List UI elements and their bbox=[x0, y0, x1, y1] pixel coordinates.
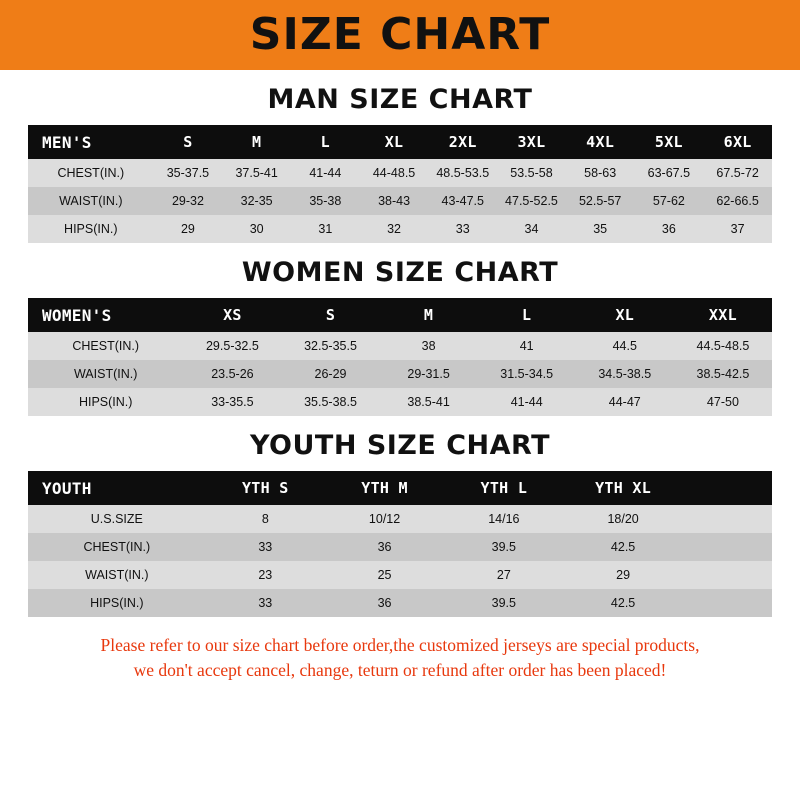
table-cell: 41-44 bbox=[510, 395, 543, 409]
table-cell: 41 bbox=[519, 339, 534, 353]
header-cell: YTH L bbox=[480, 479, 528, 497]
table-cell: 36 bbox=[377, 596, 392, 610]
header-cell: 2XL bbox=[448, 133, 477, 151]
table-row bbox=[28, 561, 772, 589]
header-cell: YTH M bbox=[361, 479, 408, 497]
table-row bbox=[28, 187, 772, 215]
table-cell: 23.5-26 bbox=[211, 367, 254, 381]
table-cell: 18/20 bbox=[607, 512, 639, 526]
row-label: HIPS(IN.) bbox=[64, 222, 118, 236]
table-man bbox=[28, 125, 772, 243]
header-cell: 3XL bbox=[517, 133, 546, 151]
table-cell: 57-62 bbox=[652, 194, 685, 208]
table-row bbox=[28, 215, 772, 243]
header-cell: XL bbox=[615, 306, 635, 324]
table-cell: 25 bbox=[377, 568, 392, 582]
table-cell: 44.5 bbox=[612, 339, 637, 353]
banner bbox=[0, 0, 800, 70]
table-cell: 29-32 bbox=[171, 194, 204, 208]
table-cell: 36 bbox=[377, 540, 392, 554]
table-cell: 34 bbox=[524, 222, 539, 236]
table-cell: 37.5-41 bbox=[235, 166, 278, 180]
content bbox=[0, 84, 800, 684]
table-row bbox=[28, 360, 772, 388]
table-cell: 35.5-38.5 bbox=[304, 395, 357, 409]
table-row bbox=[28, 332, 772, 360]
header-cell-spacer bbox=[683, 471, 772, 505]
row-label: HIPS(IN.) bbox=[78, 395, 133, 409]
section-title-women: WOMEN SIZE CHART bbox=[241, 257, 559, 288]
header-cell: 4XL bbox=[586, 133, 615, 151]
header-cell: YTH S bbox=[241, 479, 289, 497]
table-row bbox=[28, 589, 772, 617]
header-cell: 5XL bbox=[654, 133, 683, 151]
table-cell-spacer bbox=[683, 505, 772, 533]
table-cell: 52.5-57 bbox=[578, 194, 622, 208]
table-women bbox=[28, 298, 772, 416]
table-row bbox=[28, 505, 772, 533]
header-cell: M bbox=[251, 133, 262, 151]
row-label: U.S.SIZE bbox=[90, 512, 143, 526]
table-row bbox=[28, 533, 772, 561]
header-cell: XL bbox=[384, 133, 404, 151]
table-cell: 35-38 bbox=[309, 194, 342, 208]
table-cell: 29-31.5 bbox=[407, 367, 450, 381]
table-cell: 33 bbox=[258, 596, 273, 610]
table-cell: 48.5-53.5 bbox=[436, 166, 490, 180]
table-cell: 53.5-58 bbox=[510, 166, 553, 180]
table-cell: 29.5-32.5 bbox=[205, 339, 259, 353]
table-cell: 32-35 bbox=[240, 194, 273, 208]
header-cell: YTH XL bbox=[595, 479, 652, 497]
table-cell: 23 bbox=[258, 568, 273, 582]
footer-line-2: we don't accept cancel, change, teturn or refund after order has been placed! bbox=[133, 660, 667, 681]
header-cell: WOMEN'S bbox=[42, 305, 112, 325]
table-cell: 32 bbox=[387, 222, 401, 236]
table-cell: 44.5-48.5 bbox=[696, 339, 750, 353]
header-cell: M bbox=[423, 306, 434, 324]
table-cell: 33 bbox=[455, 222, 470, 236]
table-cell: 35-37.5 bbox=[166, 166, 210, 180]
header-cell: 6XL bbox=[723, 133, 752, 151]
table-cell-spacer bbox=[683, 533, 772, 561]
table-cell: 33-35.5 bbox=[211, 395, 254, 409]
table-cell: 27 bbox=[496, 568, 511, 582]
table-cell: 42.5 bbox=[610, 540, 636, 554]
table-cell: 42.5 bbox=[610, 596, 636, 610]
page-title: SIZE CHART bbox=[249, 9, 551, 60]
table-cell: 38 bbox=[421, 339, 436, 353]
header-cell: XS bbox=[223, 306, 242, 324]
table-row bbox=[28, 388, 772, 416]
table-cell: 47-50 bbox=[706, 395, 739, 409]
footer-note bbox=[28, 633, 772, 684]
header-cell: YOUTH bbox=[42, 478, 92, 498]
table-cell: 43-47.5 bbox=[441, 194, 484, 208]
table-cell: 39.5 bbox=[491, 596, 516, 610]
section-title-youth: YOUTH SIZE CHART bbox=[249, 430, 551, 461]
table-cell: 31.5-34.5 bbox=[500, 367, 554, 381]
section-women bbox=[28, 257, 772, 416]
table-row bbox=[28, 159, 772, 187]
table-cell: 14/16 bbox=[488, 512, 520, 526]
header-cell: MEN'S bbox=[42, 132, 92, 152]
header-cell: L bbox=[320, 133, 331, 151]
table-cell: 38.5-41 bbox=[407, 395, 450, 409]
table-header-row bbox=[28, 125, 772, 159]
table-cell: 41-44 bbox=[309, 166, 342, 180]
header-cell: S bbox=[325, 306, 336, 324]
table-cell: 58-63 bbox=[584, 166, 617, 180]
header-cell: S bbox=[183, 133, 193, 151]
section-youth bbox=[28, 430, 772, 617]
table-cell: 8 bbox=[261, 512, 269, 526]
row-label: HIPS(IN.) bbox=[90, 596, 144, 610]
row-label: CHEST(IN.) bbox=[57, 166, 125, 180]
table-cell: 38-43 bbox=[378, 194, 411, 208]
table-header-row bbox=[28, 471, 772, 505]
row-label: WAIST(IN.) bbox=[73, 367, 138, 381]
section-man bbox=[28, 84, 772, 243]
table-cell: 31 bbox=[318, 222, 333, 236]
header-cell: XXL bbox=[708, 306, 737, 324]
table-cell: 32.5-35.5 bbox=[304, 339, 357, 353]
table-cell-spacer bbox=[683, 589, 772, 617]
table-cell-spacer bbox=[683, 561, 772, 589]
table-header-row bbox=[28, 298, 772, 332]
row-label: CHEST(IN.) bbox=[83, 540, 151, 554]
table-cell: 39.5 bbox=[491, 540, 516, 554]
row-label: WAIST(IN.) bbox=[59, 194, 123, 208]
table-cell: 36 bbox=[661, 222, 676, 236]
table-cell: 10/12 bbox=[368, 512, 401, 526]
table-cell: 29 bbox=[180, 222, 195, 236]
footer-line-1: Please refer to our size chart before order,the customized jerseys are special products, bbox=[100, 635, 700, 655]
header-cell: L bbox=[522, 306, 532, 324]
table-cell: 62-66.5 bbox=[716, 194, 759, 208]
table-cell: 29 bbox=[616, 568, 631, 582]
table-cell: 26-29 bbox=[314, 367, 347, 381]
table-cell: 37 bbox=[730, 222, 745, 236]
table-cell: 34.5-38.5 bbox=[598, 367, 652, 381]
table-cell: 30 bbox=[249, 222, 264, 236]
table-cell: 38.5-42.5 bbox=[696, 367, 750, 381]
row-label: CHEST(IN.) bbox=[72, 339, 140, 353]
table-cell: 44-48.5 bbox=[372, 166, 416, 180]
table-cell: 33 bbox=[258, 540, 273, 554]
table-cell: 44-47 bbox=[608, 395, 641, 409]
table-cell: 47.5-52.5 bbox=[505, 194, 558, 208]
row-label: WAIST(IN.) bbox=[85, 568, 149, 582]
table-cell: 35 bbox=[593, 222, 608, 236]
section-title-man: MAN SIZE CHART bbox=[267, 84, 533, 115]
table-cell: 63-67.5 bbox=[647, 166, 691, 180]
table-cell: 67.5-72 bbox=[716, 166, 759, 180]
table-youth bbox=[28, 471, 772, 617]
